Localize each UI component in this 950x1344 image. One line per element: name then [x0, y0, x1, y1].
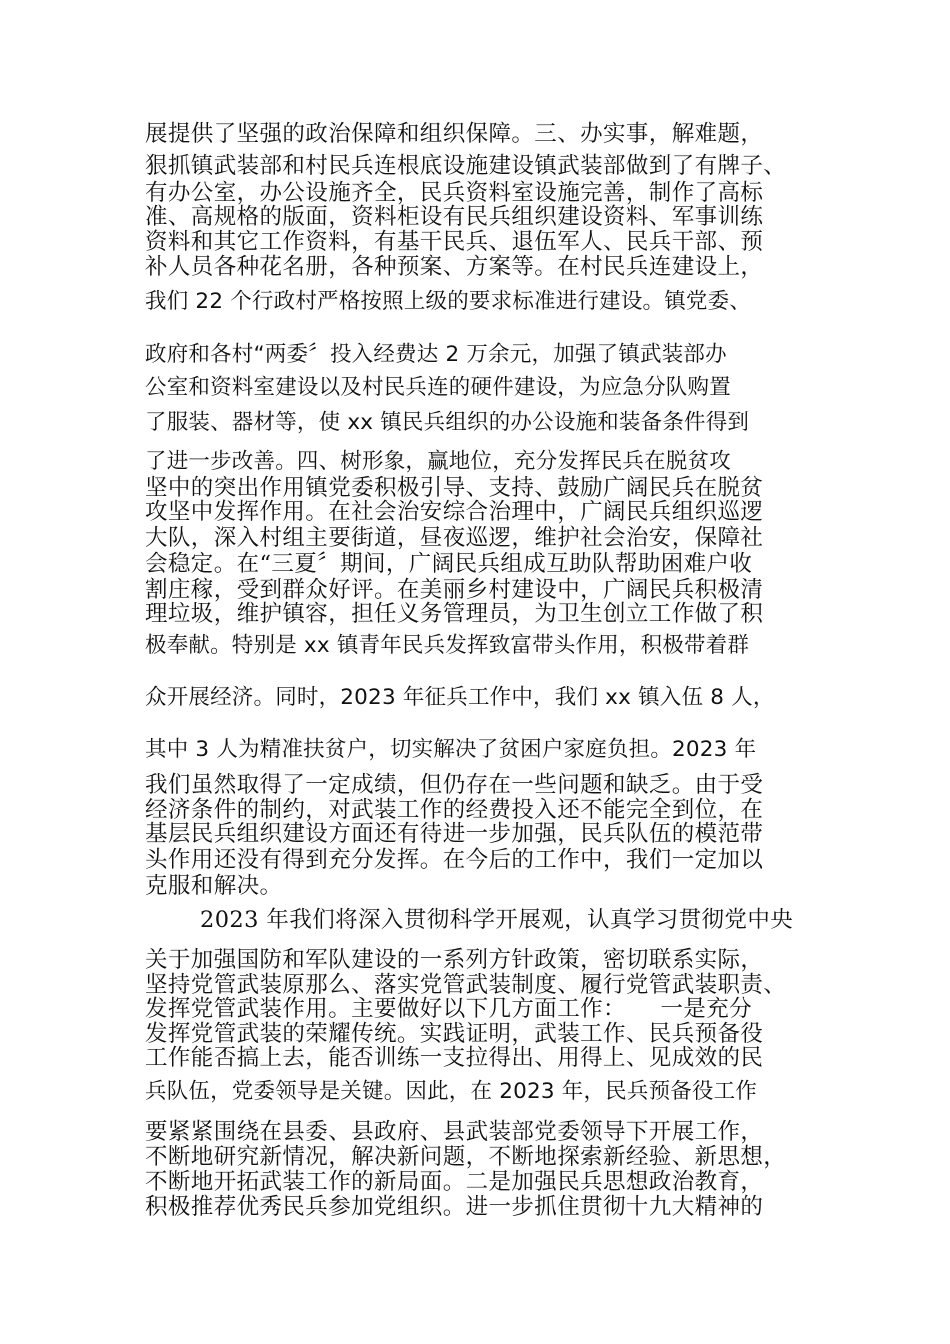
- text-line: 要紧紧围绕在县委、县政府、县武装部党委领导下开展工作，: [145, 1119, 764, 1145]
- text-line: 我们虽然取得了一定成绩，但仍存在一些问题和缺乏。由于受: [145, 772, 764, 798]
- text-line: 积极推荐优秀民兵参加党组织。进一步抓住贯彻十九大精神的: [145, 1194, 764, 1220]
- text-line: 工作能否搞上去，能否训练一支拉得出、用得上、见成效的民: [145, 1045, 764, 1071]
- text-line: 头作用还没有得到充分发挥。在今后的工作中，我们一定加以: [145, 847, 764, 873]
- text-line: 不断地开拓武装工作的新局面。二是加强民兵思想政治教育，: [145, 1169, 764, 1195]
- text-line: 补人员各种花名册，各种预案、方案等。在村民兵连建设上，: [145, 254, 764, 280]
- text-line: 兵队伍，党委领导是关键。因此，在 2023 年，民兵预备役工作: [145, 1079, 758, 1104]
- text-line: 展提供了坚强的政治保障和组织保障。三、办实事，解难题，: [145, 121, 764, 147]
- text-line: 了服装、器材等，使 xx 镇民兵组织的办公设施和装备条件得到: [145, 410, 750, 435]
- text-line: 攻坚中发挥作用。在社会治安综合治理中，广阔民兵组织巡逻: [145, 499, 764, 525]
- text-line: 准、高规格的版面，资料柜设有民兵组织建设资料、军事训练: [145, 204, 764, 230]
- text-line: 了进一步改善。四、树形象，赢地位，充分发挥民兵在脱贫攻: [145, 449, 731, 474]
- text-line: 有办公室，办公设施齐全，民兵资料室设施完善，制作了高标: [145, 180, 764, 206]
- text-line: 政府和各村“两委〞投入经费达 2 万余元，加强了镇武装部办: [145, 342, 727, 367]
- text-line: 经济条件的制约，对武装工作的经费投入还不能完全到位，在: [145, 797, 764, 823]
- text-line: 狠抓镇武装部和村民兵连根底设施建设镇武装部做到了有牌子、: [145, 153, 787, 179]
- text-line: 极奉献。特别是 xx 镇青年民兵发挥致富带头作用，积极带着群: [145, 633, 750, 658]
- text-line: 发挥党管武装作用。主要做好以下几方面工作： 一是充分: [145, 996, 753, 1022]
- text-line: 公室和资料室建设以及村民兵连的硬件建设，为应急分队购置: [145, 375, 731, 400]
- text-line: 会稳定。在“三夏〞期间，广阔民兵组成互助队帮助困难户收: [145, 551, 753, 577]
- text-line: 坚中的突出作用镇党委积极引导、支持、鼓励广阔民兵在脱贫: [145, 475, 764, 501]
- text-line: 克服和解决。: [145, 873, 283, 899]
- text-line: 大队，深入村组主要街道，昼夜巡逻，维护社会治安，保障社: [145, 525, 764, 551]
- text-line: 坚持党管武装原那么、落实党管武装制度、履行党管武装职责、: [145, 972, 787, 998]
- text-line: 众开展经济。同时，2023 年征兵工作中，我们 xx 镇入伍 8 人，: [145, 685, 775, 710]
- text-line: 2023 年我们将深入贯彻科学开展观，认真学习贯彻党中央: [200, 907, 794, 933]
- text-line: 关于加强国防和军队建设的一系列方针政策，密切联系实际，: [145, 947, 764, 973]
- text-line: 其中 3 人为精准扶贫户，切实解决了贫困户家庭负担。2023 年: [145, 737, 757, 762]
- text-line: 基层民兵组织建设方面还有待进一步加强，民兵队伍的模范带: [145, 821, 764, 847]
- text-line: 发挥党管武装的荣耀传统。实践证明，武装工作、民兵预备役: [145, 1021, 764, 1047]
- text-line: 资料和其它工作资料，有基干民兵、退伍军人、民兵干部、预: [145, 229, 764, 255]
- text-line: 我们 22 个行政村严格按照上级的要求标准进行建设。镇党委、: [145, 289, 752, 314]
- text-line: 割庄稼，受到群众好评。在美丽乡村建设中，广阔民兵积极清: [145, 577, 764, 603]
- text-line: 不断地研究新情况，解决新问题，不断地探索新经验、新思想，: [145, 1144, 787, 1170]
- text-line: 理垃圾，维护镇容，担任义务管理员，为卫生创立工作做了积: [145, 601, 764, 627]
